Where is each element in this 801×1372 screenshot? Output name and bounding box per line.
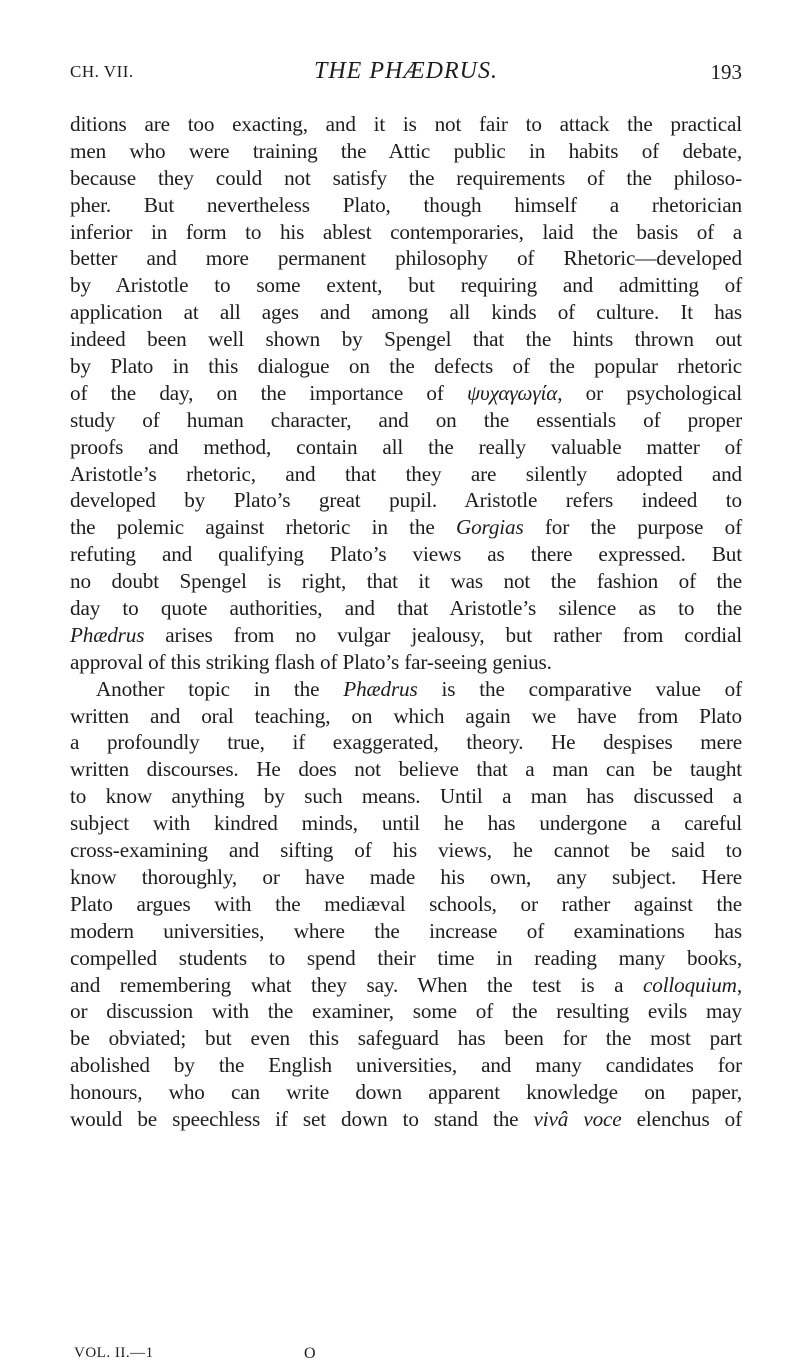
text-line: [70, 138, 742, 165]
text-run: to know anything by such means. Until a man has discussed a: [70, 784, 742, 809]
text-line: [70, 1025, 742, 1052]
text-run: abolished by the English universities, and many candidates for: [70, 1053, 742, 1078]
text-line: [70, 756, 742, 783]
text-run: by Aristotle to some extent, but requiring and admitting of: [70, 273, 742, 298]
text-run: refuting and qualifying Plato’s views as there expressed. But: [70, 542, 742, 567]
text-run: by Plato in this dialogue on the defects of the popular rhetoric: [70, 354, 742, 379]
text-line: [70, 649, 742, 676]
text-line: [70, 461, 742, 488]
italic-text: Phædrus: [343, 676, 418, 701]
text-run: pher. But nevertheless Plato, though himself a rhetorician: [70, 192, 742, 217]
text-line: [70, 514, 742, 541]
text-line: [70, 595, 742, 622]
text-line: [70, 676, 742, 703]
text-line: [70, 192, 742, 219]
text-line: [70, 541, 742, 568]
text-run: Another topic in the: [96, 676, 344, 701]
text-run: know thoroughly, or have made his own, any subject. Here: [70, 864, 742, 889]
text-line: [70, 326, 742, 353]
text-run: modern universities, where the increase of examinations has: [70, 918, 742, 943]
text-run: , or psychological: [557, 380, 742, 405]
text-run: written and oral teaching, on which again we have from Plato: [70, 703, 742, 728]
text-line: [70, 380, 742, 407]
text-run: indeed been well shown by Spengel that the hints thrown out: [70, 327, 742, 352]
volume-signature: VOL. II.—1: [74, 1345, 154, 1361]
italic-text: Gorgias: [455, 515, 524, 540]
text-line: [70, 1079, 742, 1106]
running-head: [70, 56, 742, 90]
text-line: [70, 1052, 742, 1079]
text-run: Plato argues with the mediæval schools, or rather against the: [70, 891, 742, 916]
text-run: men who were training the Attic public in habits of debate,: [70, 138, 742, 163]
text-run: for the purpose of: [523, 515, 742, 540]
italic-text: vivâ voce: [533, 1106, 622, 1131]
text-line: [70, 487, 742, 514]
italic-text: Phædrus: [70, 622, 145, 647]
chapter-label: CH. VII.: [70, 62, 134, 81]
text-run: or discussion with the examiner, some of the resulting evils may: [70, 999, 742, 1024]
text-line: [70, 353, 742, 380]
text-line: [70, 1106, 742, 1133]
text-line: [70, 219, 742, 246]
text-line: [70, 783, 742, 810]
text-run: application at all ages and among all kinds of culture. It has: [70, 300, 742, 325]
text-run: arises from no vulgar jealousy, but rather from cordial: [144, 622, 742, 647]
text-line: [70, 998, 742, 1025]
text-line: [70, 729, 742, 756]
body-text: [70, 111, 742, 1133]
text-line: [70, 165, 742, 192]
text-run: elenchus of: [621, 1106, 743, 1131]
text-line: [70, 891, 742, 918]
text-line: [70, 299, 742, 326]
text-run: because they could not satisfy the requirements of the philoso-: [70, 165, 742, 190]
text-run: cross-examining and sifting of his views, he cannot be said to: [70, 838, 742, 863]
text-line: [70, 434, 742, 461]
italic-text: ψυχαγωγία: [467, 380, 558, 405]
text-run: developed by Plato’s great pupil. Aristotle refers indeed to: [70, 488, 742, 513]
text-line: [70, 837, 742, 864]
text-line: [70, 703, 742, 730]
text-line: [70, 568, 742, 595]
text-run: study of human character, and on the essentials of proper: [70, 407, 742, 432]
text-line: [70, 810, 742, 837]
text-run: Aristotle’s rhetoric, and that they are silently adopted and: [70, 461, 742, 486]
text-line: [70, 622, 742, 649]
text-line: [70, 864, 742, 891]
text-run: written discourses. He does not believe that a man can be taught: [70, 757, 742, 782]
text-run: a profoundly true, if exaggerated, theory. He despises mere: [70, 730, 742, 755]
text-line: [70, 972, 742, 999]
text-line: [70, 111, 742, 138]
text-run: would be speechless if set down to stand the: [70, 1106, 534, 1131]
text-line: [70, 245, 742, 272]
text-run: honours, who can write down apparent knowledge on paper,: [70, 1080, 742, 1105]
text-run: inferior in form to his ablest contemporaries, laid the basis of a: [70, 219, 742, 244]
text-run: no doubt Spengel is right, that it was not the fashion of the: [70, 569, 742, 594]
text-run: ditions are too exacting, and it is not fair to attack the practical: [70, 112, 742, 136]
text-line: [70, 918, 742, 945]
text-run: of the day, on the importance of: [70, 380, 468, 405]
text-run: better and more permanent philosophy of Rhetoric—developed: [70, 246, 742, 271]
text-run: be obviated; but even this safeguard has been for the most part: [70, 1026, 742, 1051]
text-run: is the comparative value of: [417, 676, 742, 701]
gathering-signature: O: [304, 1345, 316, 1362]
text-run: approval of this striking flash of Plato’s far-seeing genius.: [70, 649, 552, 674]
text-line: [70, 272, 742, 299]
italic-text: colloquium: [643, 972, 737, 997]
text-run: and remembering what they say. When the test is a: [70, 972, 643, 997]
text-run: day to quote authorities, and that Aristotle’s silence as to the: [70, 596, 742, 621]
text-line: [70, 407, 742, 434]
text-run: the polemic against rhetoric in the: [70, 515, 456, 540]
text-line: [70, 945, 742, 972]
text-run: compelled students to spend their time in reading many books,: [70, 945, 742, 970]
text-run: subject with kindred minds, until he has undergone a careful: [70, 811, 742, 836]
text-run: proofs and method, contain all the really valuable matter of: [70, 434, 742, 459]
page-number: 193: [710, 60, 742, 84]
running-title: THE PHÆDRUS.: [314, 58, 498, 84]
text-run: ,: [736, 972, 742, 997]
page-footer: [74, 1345, 674, 1369]
